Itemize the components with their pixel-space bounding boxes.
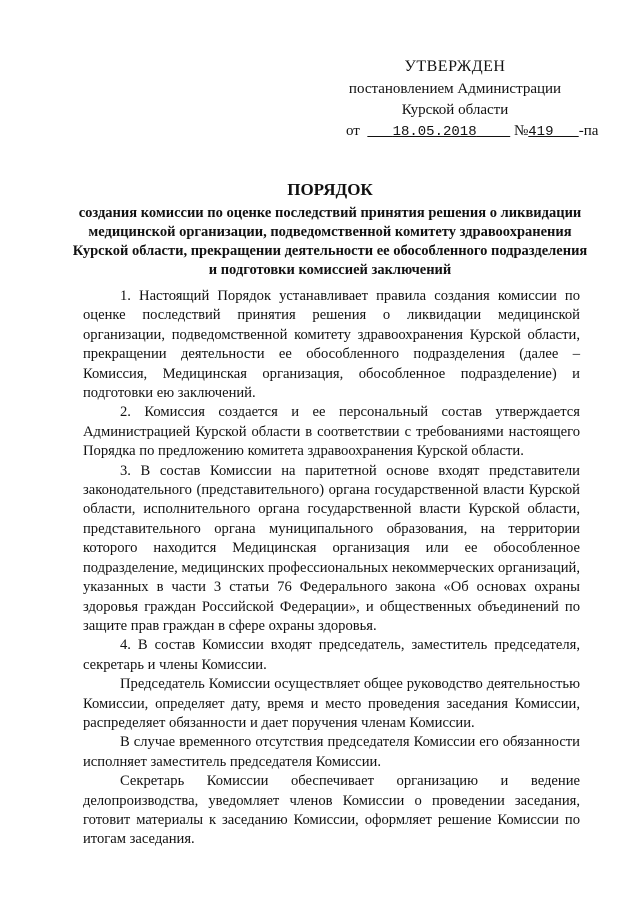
paragraph-3: 3. В состав Комиссии на паритетной основе входят представители законодательного (представительного) органа государственной власти Курской области, исполнительного органа государственной власти Курской области, представительного органа муниципального образования, на территории которого находится Медицинская организация или ее обособленное подразделение, медицинских профессиональных некоммерческих организаций, указанных в части 3 статьи 76 Федерального закона «Об основах охраны здоровья граждан Российской Федерации», и общественных объединений по защите прав граждан в сфере охраны здоровья. [83,462,580,634]
document-subtitle: создания комиссии по оценке последствий принятия решения о ликвидации медицинской организации, подведомственной комитету здравоохранения Курской области, прекращении деятельности ее обособленного подразделения и подготовки комиссией заключений [72,205,588,278]
paragraph-1: 1. Настоящий Порядок устанавливает правила создания комиссии по оценке последствий принятия решения о ликвидации медицинской организации, подведомственной комитету здравоохранения Курской области, прекращении деятельности ее обособленного подразделения (далее – Комиссия, Медицинская организация, обособленное подразделение) и подготовки ею заключений. [83,288,580,402]
approval-line-2: Курской области [401,102,509,118]
paragraph-4: 4. В состав Комиссии входят председатель, заместитель председателя, секретарь и члены Комиссии. [83,637,580,673]
approval-line-1: постановлением Администрации [348,81,562,97]
approval-from-label: от [346,123,360,139]
document-body [83,287,580,850]
approval-date: 18.05.2018 [392,124,477,140]
paragraph-2: 2. Комиссия создается и ее персональный состав утверждается Администрацией Курской области в соответствии с требованиями настоящего Порядка по предложению комитета здравоохранения Курской области. [83,404,580,460]
paragraph-5: Председатель Комиссии осуществляет общее руководство деятельностью Комиссии, определяет дату, время и место проведения заседания Комиссии, распределяет обязанности и дает поручения членам Комиссии. [83,676,580,731]
approval-number-sign: № [513,123,529,139]
approval-heading: УТВЕРЖДЕН [404,58,506,75]
approval-date-line [330,121,599,143]
paragraph-7: Секретарь Комиссии обеспечивает организацию и ведение делопроизводства, уведомляет членов Комиссии о проведении заседания, готовит материалы к заседанию Комиссии, оформляет решение Комиссии по итогам заседания. [83,773,580,848]
approval-suffix: -па [578,123,599,139]
document-title: ПОРЯДОК [287,180,373,199]
approval-number: 419 [528,124,554,140]
document-title-block [70,180,590,280]
approval-stamp-block [330,56,599,143]
paragraph-6: В случае временного отсутствия председателя Комиссии его обязанности исполняет заместитель председателя Комиссии. [83,734,580,770]
